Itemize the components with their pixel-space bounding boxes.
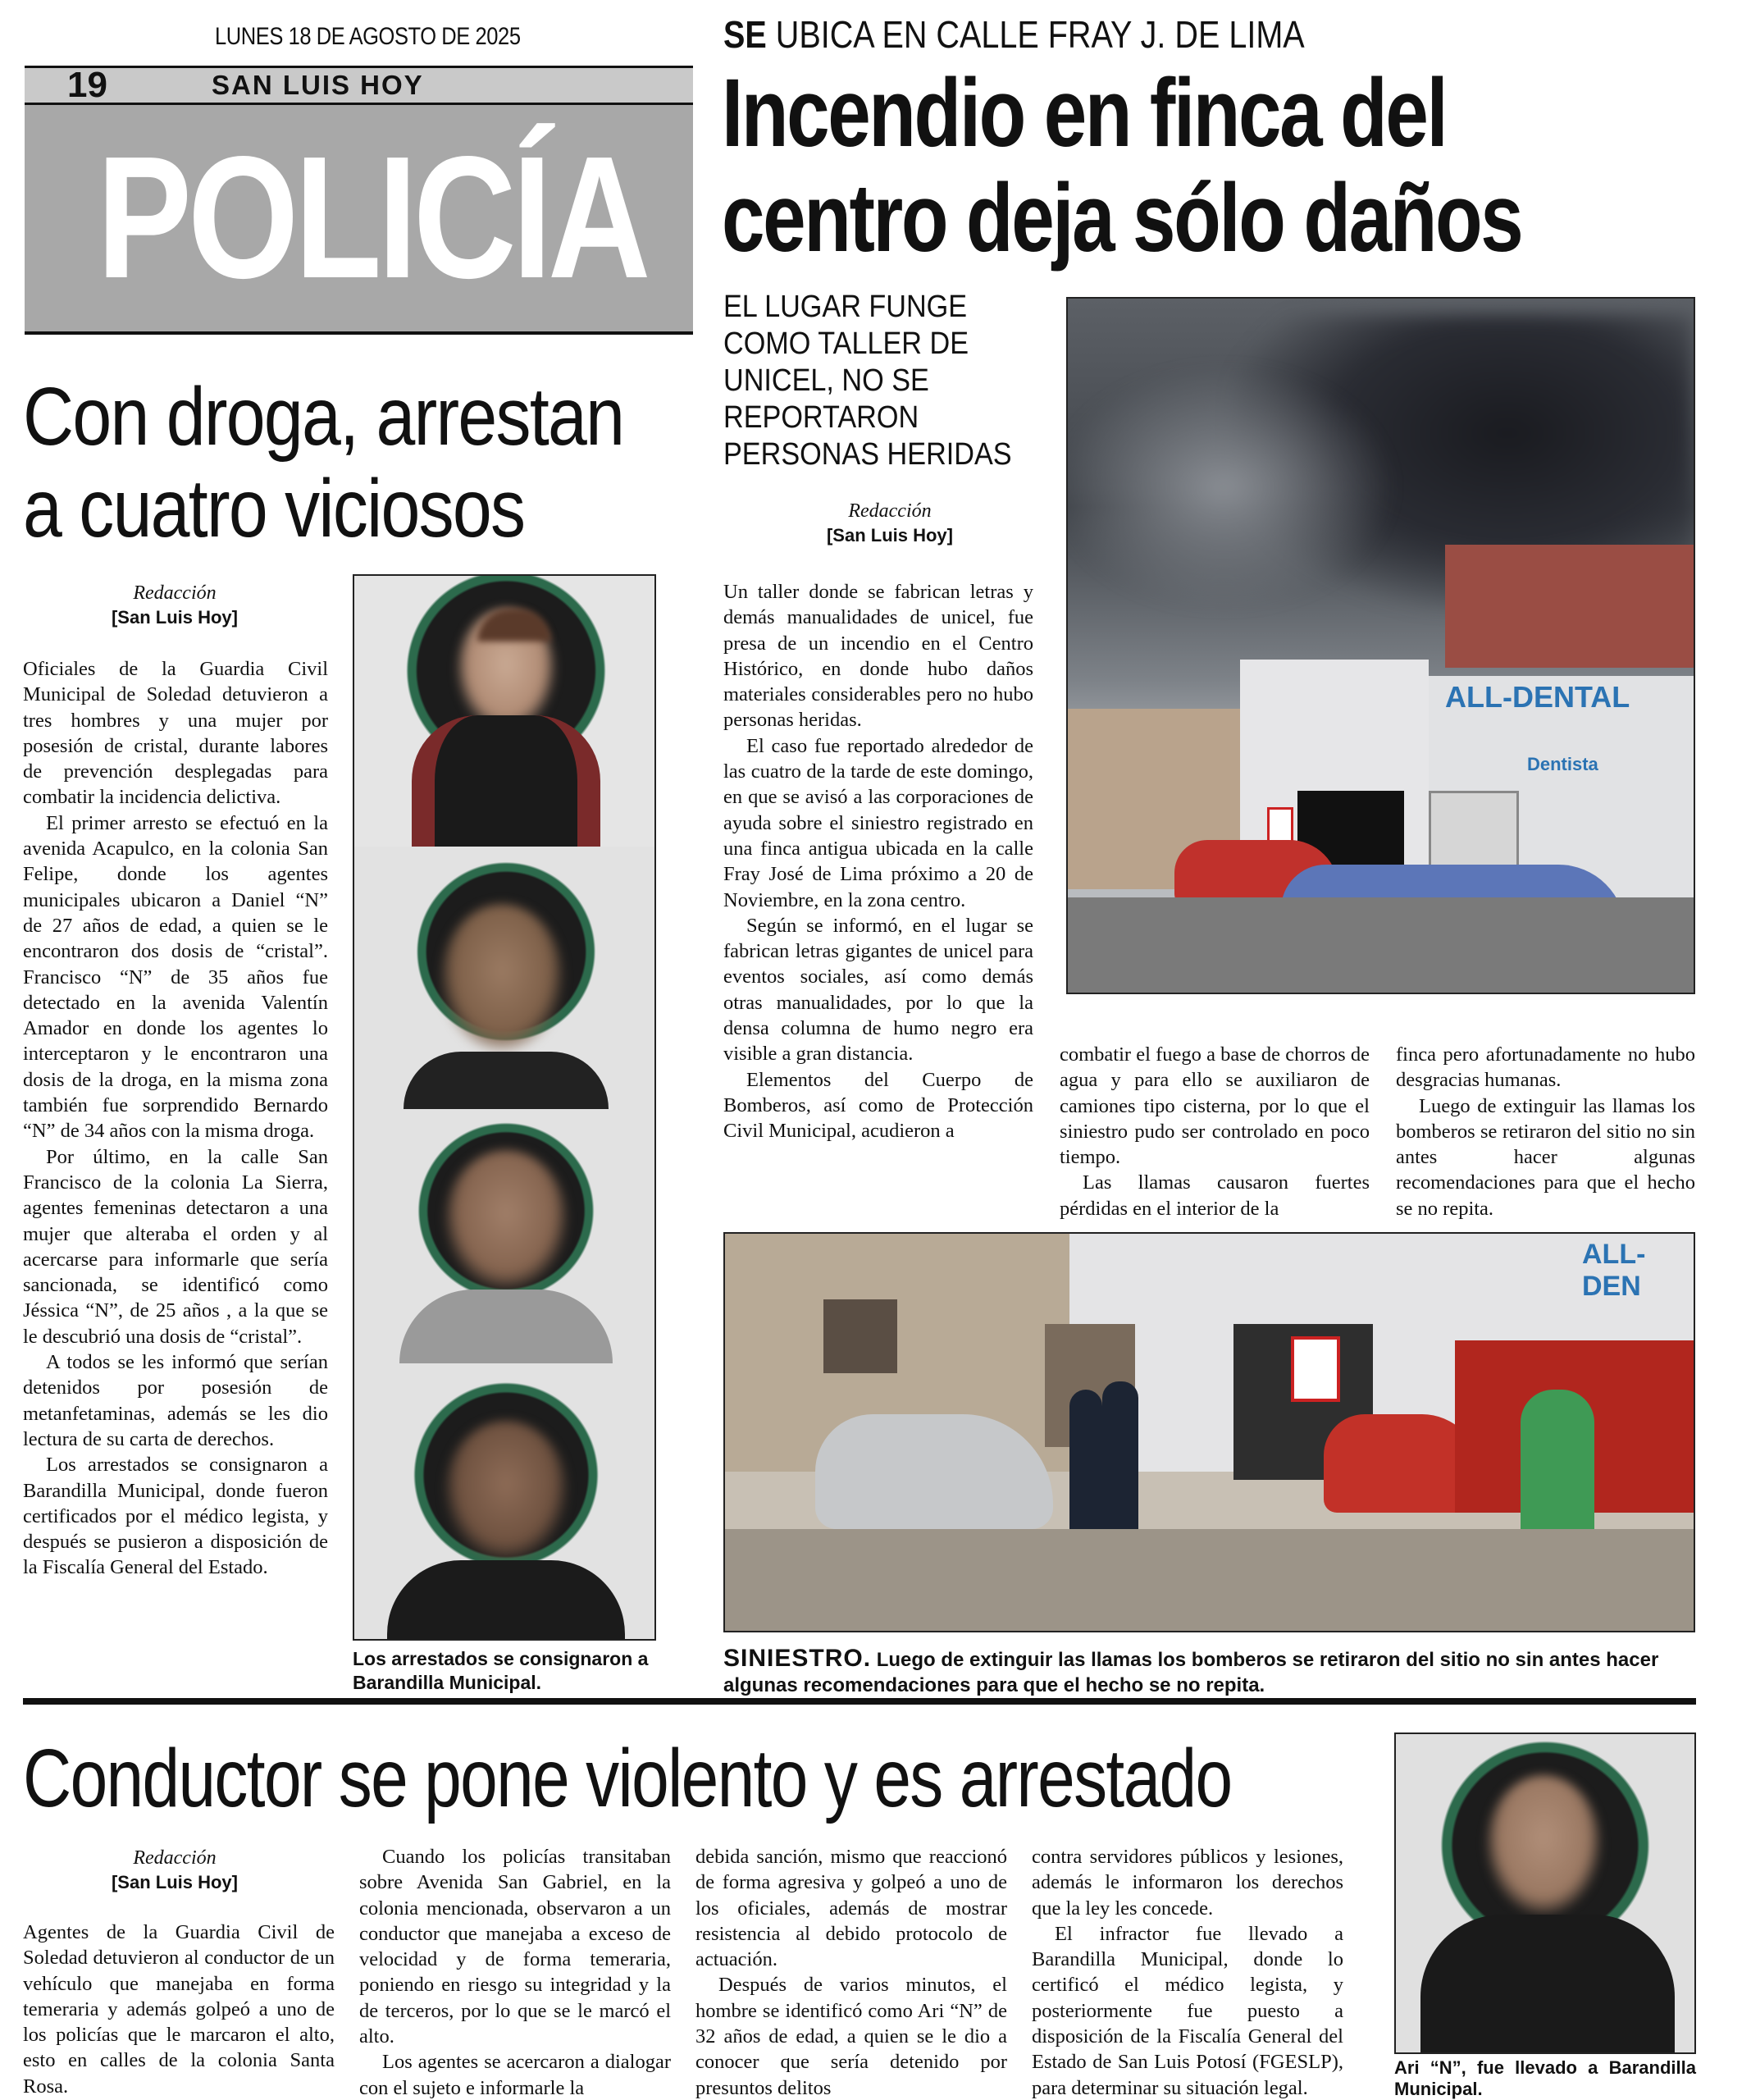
paragraph: El primer arresto se efectuó en la avenida Acapulco, en la colonia San Felipe, donde los agentes municipales ubicaron a Daniel “N” de 27 años de edad, a quien se le encontraron dos dosis de “cristal”. Francisco “N” de 35 años fue detectado en la avenida Valentín Amador en donde los agentes lo interceptaron y le encontraron una dosis de la droga, en la misma zona también fue sorprendido Bernardo “N” de 34 años con la misma droga. bbox=[23, 811, 328, 1143]
article3-photo-caption: Ari “N”, fue llevado a Barandilla Municipal. bbox=[1394, 2057, 1696, 2099]
paragraph: Los agentes se acercaron a dialogar con el sujeto e informarle la bbox=[359, 2051, 671, 2099]
paragraph: Cuando los policías transitaban sobre Avenida San Gabriel, en la colonia mencionada, observaron a un conductor que manejaba a exceso de velocidad y de forma temeraria, poniendo en riesgo su integridad y la de terceros, por lo que se le marcó el alto. bbox=[359, 1846, 671, 2048]
page-number: 19 bbox=[67, 65, 107, 105]
mugshot-2 bbox=[354, 847, 656, 1109]
paragraph: Luego de extinguir las llamas los bomberos se retiraron del sitio no sin antes hacer algunas recomendaciones para que el hecho se no repita. bbox=[1396, 1094, 1695, 1220]
article1-body bbox=[23, 656, 328, 1581]
paragraph: Oficiales de la Guardia Civil Municipal de Soledad detuvieron a tres hombres y una mujer por posesión de cristal, durante labores de prevención desplegadas para combatir la incidencia delictiva. bbox=[23, 658, 328, 809]
section-title: POLICÍA bbox=[97, 120, 647, 314]
mugshot-1 bbox=[354, 576, 656, 847]
article3-col4 bbox=[1032, 1844, 1343, 2100]
paragraph: finca pero afortunadamente no hubo desgracias humanas. bbox=[1396, 1043, 1695, 1092]
article2-byline-source: [San Luis Hoy] bbox=[826, 525, 953, 546]
article2-kicker bbox=[723, 11, 1305, 57]
paragraph: debida sanción, mismo que reaccionó de forma agresiva y golpeó a uno de los oficiales, además de mostrar resistencia al debido protocolo de actuación. bbox=[695, 1846, 1007, 1971]
article2-headline bbox=[722, 61, 1521, 271]
paragraph: El caso fue reportado alrededor de las cuatro de la tarde de este domingo, en que se avisó a las corporaciones de ayuda sobre el siniestro registrado en una finca antigua ubicada en la calle Fray José de Lima próximo a 20 de Noviembre, en la zona centro. bbox=[723, 734, 1033, 911]
article3-byline-author: Redacción bbox=[133, 1847, 217, 1869]
paragraph: Según se informó, en el lugar se fabrican letras gigantes de unicel para eventos sociales, así como demás otras manualidades, por lo que la densa columna de humo negro era visible a gran distancia. bbox=[723, 914, 1033, 1066]
headline-line1: Incendio en finca del bbox=[722, 59, 1447, 167]
paragraph: Agentes de la Guardia Civil de Soledad detuvieron al conductor de un vehículo que manejaba en forma temeraria y además golpeó a uno de los policías que le marcaron el alto, esto en calles de la colonia Santa Rosa. bbox=[23, 1921, 335, 2098]
mugshot-3 bbox=[354, 1109, 656, 1363]
article2-col3 bbox=[1396, 1042, 1695, 1221]
article3-byline-source: [San Luis Hoy] bbox=[111, 1872, 238, 1892]
graffiti-text: ALL-DENTAL bbox=[1445, 680, 1630, 714]
caption-label: SINIESTRO. bbox=[723, 1645, 872, 1672]
article2-byline-author: Redacción bbox=[848, 500, 932, 522]
mugshots-photo bbox=[353, 574, 656, 1641]
sign-sub-text: Dentista bbox=[1527, 754, 1598, 774]
kicker-bold: SE bbox=[723, 13, 767, 56]
article3-col2 bbox=[359, 1844, 671, 2100]
article3-col3 bbox=[695, 1844, 1007, 2100]
paragraph: El infractor fue llevado a Barandilla Municipal, donde lo certificó el médico legista, y posteriormente fue puesto a disposición de la Fiscalía General del Estado de San Luis Potosí (FGESLP), para determinar su situación legal. bbox=[1032, 1922, 1343, 2099]
paragraph: combatir el fuego a base de chorros de agua y para ello se auxiliaron de camiones tipo cisterna, por lo que el siniestro pudo ser controlado en poco tiempo. bbox=[1060, 1043, 1370, 1169]
driver-photo bbox=[1394, 1732, 1696, 2054]
paragraph: Un taller donde se fabrican letras y demás manualidades de unicel, fue presa de un incendio en el Centro Histórico, en donde hubo daños materiales considerables pero no hubo personas heridas. bbox=[723, 581, 1033, 732]
article2-col2 bbox=[1060, 1042, 1370, 1221]
kicker-rest: UBICA EN CALLE FRAY J. DE LIMA bbox=[775, 13, 1305, 56]
article1-headline: Con droga, arrestan a cuatro viciosos bbox=[23, 371, 624, 555]
article2-photo-caption bbox=[723, 1646, 1695, 1698]
caption-text: Luego de extinguir las llamas los bomberos se retiraron del sitio no sin antes hacer algunas recomendaciones para que el hecho se no repita. bbox=[723, 1649, 1659, 1696]
paper-name: SAN LUIS HOY bbox=[212, 70, 424, 100]
fire-photo bbox=[1066, 297, 1695, 994]
headline-line2: centro deja sólo daños bbox=[722, 164, 1522, 272]
paragraph: Después de varios minutos, el hombre se identificó como Ari “N” de 32 años de edad, a quien se le dio a conocer que sería detenido por presuntos delitos bbox=[695, 1974, 1007, 2099]
paragraph: contra servidores públicos y lesiones, además le informaron los derechos que la ley les concede. bbox=[1032, 1846, 1343, 1920]
article2-deck: EL LUGAR FUNGE COMO TALLER DE UNICEL, NO SE REPORTARON PERSONAS HERIDAS bbox=[723, 290, 1012, 472]
firefighters-photo bbox=[723, 1232, 1695, 1632]
article3-headline: Conductor se pone violento y es arrestado bbox=[23, 1732, 1232, 1824]
paragraph: Los arrestados se consignaron a Barandilla Municipal, donde fueron certificados por el médico legista, y después se pusieron a disposición de la Fiscalía General del Estado. bbox=[23, 1454, 328, 1579]
article1-photo-caption: Los arrestados se consignaron a Barandilla Municipal. bbox=[353, 1648, 649, 1693]
paragraph: A todos se les informó que serían detenidos por posesión de metanfetaminas, además se les dio lectura de su carta de derechos. bbox=[23, 1351, 328, 1450]
paragraph: Elementos del Cuerpo de Bomberos, así como de Protección Civil Municipal, acudieron a bbox=[723, 1068, 1033, 1143]
sign-text: ALL-DEN bbox=[1582, 1239, 1646, 1302]
paragraph: Por último, en la calle San Francisco de la colonia La Sierra, agentes femeninas detectaron a una mujer que alteraba el orden y al acercarse para informarle que sería sancionada, se identificó como Jéssica “N”, de 25 años , a la que se le descubrió una dosis de “cristal”. bbox=[23, 1145, 328, 1348]
article2-byline bbox=[738, 499, 1042, 548]
mugshot-4 bbox=[354, 1363, 656, 1641]
article1-byline-author: Redacción bbox=[133, 582, 217, 604]
article1-byline bbox=[23, 581, 326, 630]
article1-byline-source: [San Luis Hoy] bbox=[111, 607, 238, 628]
section-divider bbox=[23, 1698, 1696, 1705]
article2-col1 bbox=[723, 579, 1033, 1144]
masthead-date: LUNES 18 DE AGOSTO DE 2025 bbox=[215, 23, 521, 50]
paragraph: Las llamas causaron fuertes pérdidas en el interior de la bbox=[1060, 1171, 1370, 1220]
article3-byline bbox=[23, 1846, 326, 1895]
article3-col1 bbox=[23, 1920, 335, 2099]
